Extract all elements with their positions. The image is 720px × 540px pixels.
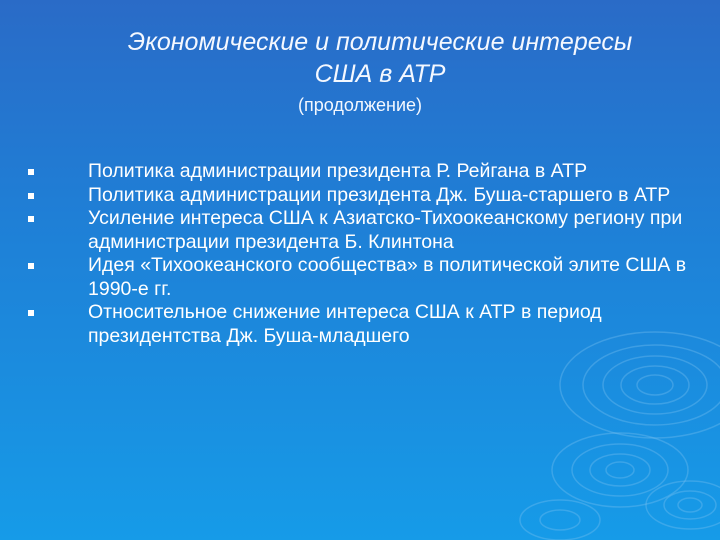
bullet-text: Усиление интереса США к Азиатско-Тихоокеанскому региону при администрации президента Б. Клинтона xyxy=(88,207,683,253)
square-bullet-icon xyxy=(28,263,34,269)
slide-title xyxy=(60,26,700,90)
bullet-item xyxy=(28,301,688,348)
square-bullet-icon xyxy=(28,310,34,316)
bullet-text: Относительное снижение интереса США к АТР в период президентства Дж. Буша-младшего xyxy=(88,301,602,347)
bullet-text: Политика администрации президента Дж. Буша-старшего в АТР xyxy=(88,183,671,206)
bullet-item xyxy=(28,160,688,184)
bullet-list xyxy=(28,160,688,348)
bullet-item xyxy=(28,254,688,301)
square-bullet-icon xyxy=(28,193,34,199)
bullet-text: Идея «Тихоокеанского сообщества» в политической элите США в 1990-е гг. xyxy=(88,254,687,300)
bullet-text: Политика администрации президента Р. Рейгана в АТР xyxy=(88,160,588,182)
square-bullet-icon xyxy=(28,169,34,175)
slide-subtitle: (продолжение) xyxy=(297,95,423,115)
slide-title-line-2: США в АТР xyxy=(314,60,446,88)
slide-title-line-1: Экономические и политические интересы xyxy=(127,28,633,56)
square-bullet-icon xyxy=(28,216,34,222)
bullet-item xyxy=(28,207,688,254)
bullet-item xyxy=(28,184,688,208)
